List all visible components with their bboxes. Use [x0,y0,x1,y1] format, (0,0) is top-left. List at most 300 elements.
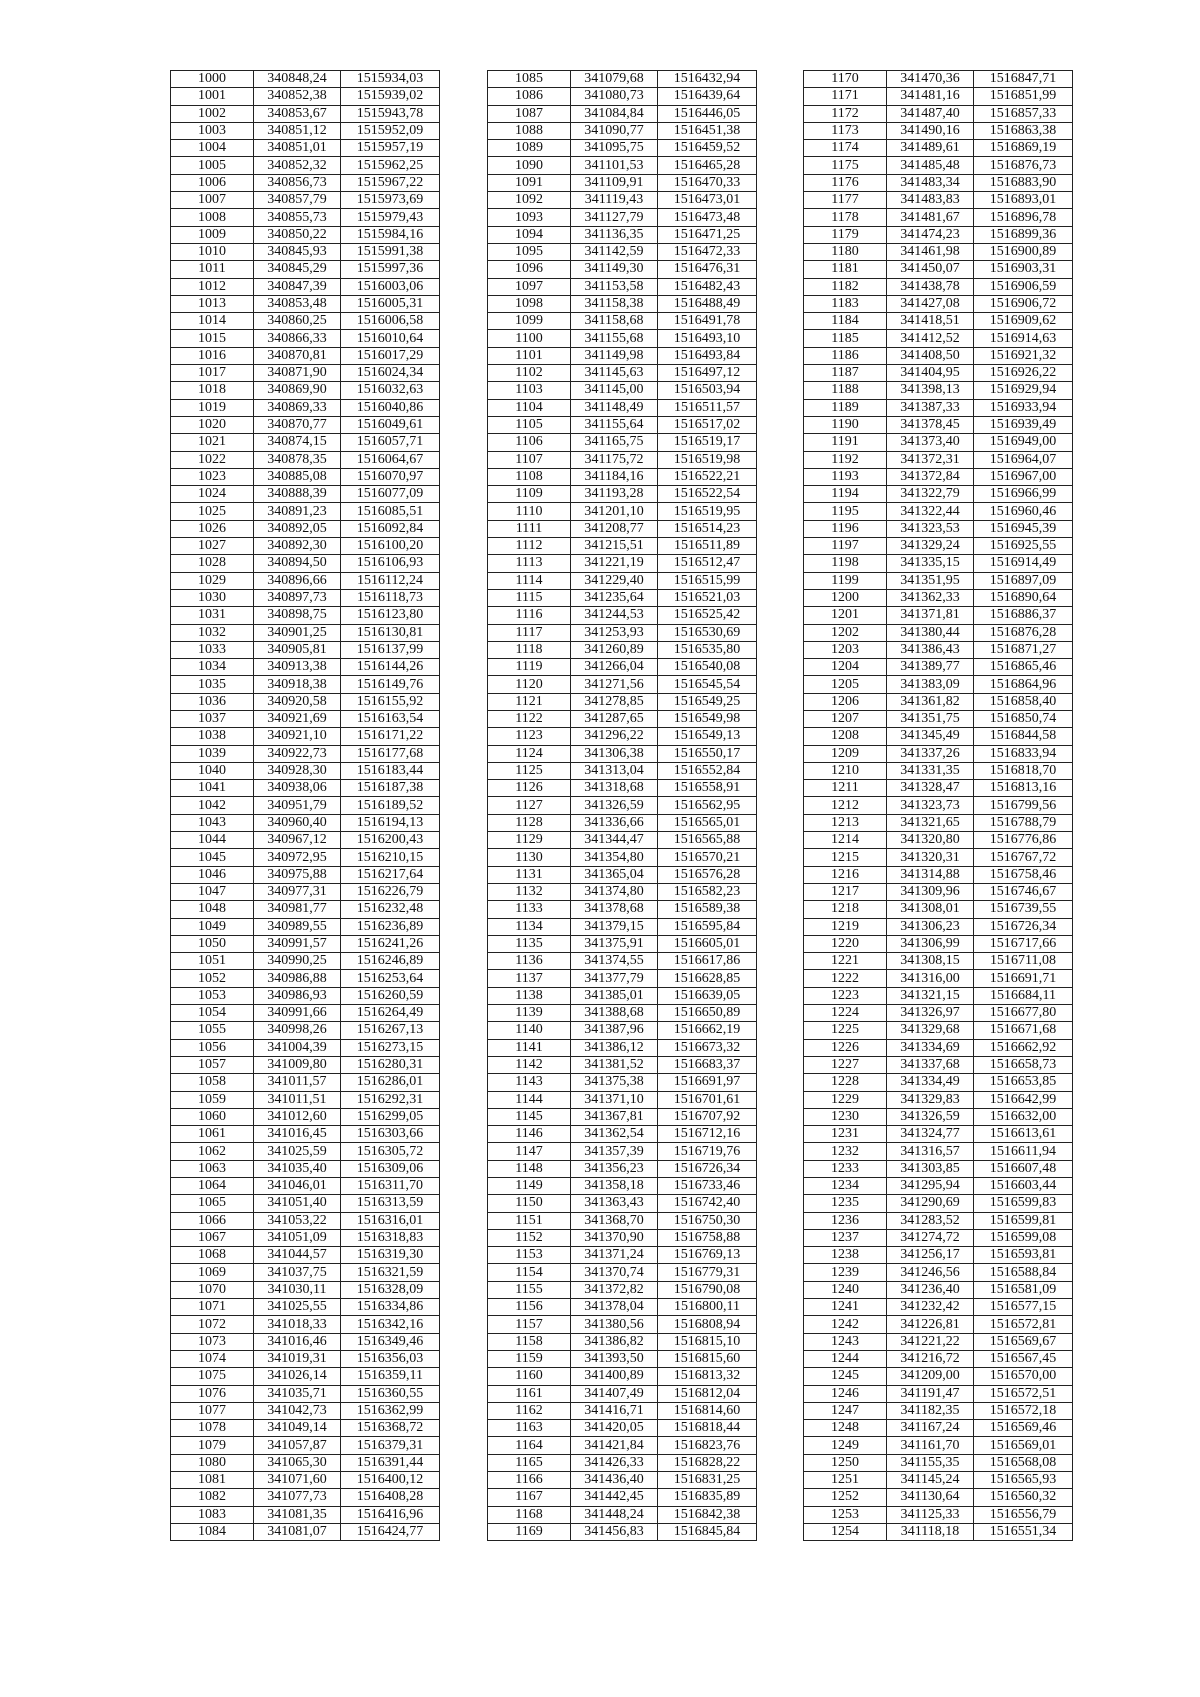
point-number-cell: 1079 [171,1437,254,1454]
y-coordinate-cell: 1516137,99 [341,641,440,658]
x-coordinate-cell: 341011,51 [254,1091,341,1108]
y-coordinate-cell: 1516187,38 [341,780,440,797]
table-row [488,1368,757,1385]
x-coordinate-cell: 341246,56 [887,1264,974,1281]
x-coordinate-cell: 341362,33 [887,589,974,606]
point-number-cell: 1216 [804,866,887,883]
point-number-cell: 1110 [488,503,571,520]
point-number-cell: 1074 [171,1350,254,1367]
table-row [804,1212,1073,1229]
x-coordinate-cell: 341448,24 [571,1506,658,1523]
x-coordinate-cell: 340938,06 [254,780,341,797]
x-coordinate-cell: 341244,53 [571,607,658,624]
table-row [171,1350,440,1367]
table-row [804,1281,1073,1298]
x-coordinate-cell: 341337,68 [887,1056,974,1073]
point-number-cell: 1200 [804,589,887,606]
point-number-cell: 1018 [171,382,254,399]
y-coordinate-cell: 1516049,61 [341,416,440,433]
x-coordinate-cell: 341044,57 [254,1247,341,1264]
x-coordinate-cell: 341042,73 [254,1402,341,1419]
y-coordinate-cell: 1516299,05 [341,1108,440,1125]
table-row [804,762,1073,779]
table-row [488,1178,757,1195]
y-coordinate-cell: 1516576,28 [658,866,757,883]
point-number-cell: 1091 [488,174,571,191]
x-coordinate-cell: 341383,09 [887,676,974,693]
table-row [488,365,757,382]
point-number-cell: 1251 [804,1472,887,1489]
table-row [488,313,757,330]
table-row [804,434,1073,451]
x-coordinate-cell: 340913,38 [254,659,341,676]
y-coordinate-cell: 1516024,34 [341,365,440,382]
point-number-cell: 1188 [804,382,887,399]
table-row [488,624,757,641]
y-coordinate-cell: 1516473,48 [658,209,757,226]
table-row [488,866,757,883]
point-number-cell: 1236 [804,1212,887,1229]
y-coordinate-cell: 1516200,43 [341,832,440,849]
table-row [171,1333,440,1350]
y-coordinate-cell: 1516503,94 [658,382,757,399]
x-coordinate-cell: 341367,81 [571,1108,658,1125]
point-number-cell: 1232 [804,1143,887,1160]
y-coordinate-cell: 1516473,01 [658,192,757,209]
table-row [171,970,440,987]
table-row [804,71,1073,88]
table-row [171,693,440,710]
point-number-cell: 1003 [171,122,254,139]
table-row [488,1350,757,1367]
y-coordinate-cell: 1516750,30 [658,1212,757,1229]
x-coordinate-cell: 341375,91 [571,935,658,952]
y-coordinate-cell: 1516617,86 [658,953,757,970]
table-row [488,1454,757,1471]
y-coordinate-cell: 1516831,25 [658,1472,757,1489]
x-coordinate-cell: 341077,73 [254,1489,341,1506]
y-coordinate-cell: 1516144,26 [341,659,440,676]
table-row [171,347,440,364]
point-number-cell: 1106 [488,434,571,451]
point-number-cell: 1066 [171,1212,254,1229]
x-coordinate-cell: 341316,00 [887,970,974,987]
x-coordinate-cell: 341363,43 [571,1195,658,1212]
point-number-cell: 1174 [804,140,887,157]
y-coordinate-cell: 1516488,49 [658,295,757,312]
point-number-cell: 1109 [488,486,571,503]
y-coordinate-cell: 1516677,80 [974,1005,1073,1022]
table-row [488,572,757,589]
y-coordinate-cell: 1516642,99 [974,1091,1073,1108]
x-coordinate-cell: 341287,65 [571,710,658,727]
y-coordinate-cell: 1516845,84 [658,1523,757,1540]
y-coordinate-cell: 1516470,33 [658,174,757,191]
point-number-cell: 1155 [488,1281,571,1298]
x-coordinate-cell: 341306,99 [887,935,974,952]
x-coordinate-cell: 341345,49 [887,728,974,745]
y-coordinate-cell: 1516482,43 [658,278,757,295]
y-coordinate-cell: 1516163,54 [341,710,440,727]
point-number-cell: 1220 [804,935,887,952]
y-coordinate-cell: 1516077,09 [341,486,440,503]
table-row [804,157,1073,174]
table-row [171,987,440,1004]
point-number-cell: 1169 [488,1523,571,1540]
y-coordinate-cell: 1516556,79 [974,1506,1073,1523]
x-coordinate-cell: 341379,15 [571,918,658,935]
table-row [488,192,757,209]
point-number-cell: 1165 [488,1454,571,1471]
y-coordinate-cell: 1516599,83 [974,1195,1073,1212]
table-row [171,243,440,260]
table-row [804,1074,1073,1091]
x-coordinate-cell: 341320,80 [887,832,974,849]
y-coordinate-cell: 1516876,73 [974,157,1073,174]
x-coordinate-cell: 341283,52 [887,1212,974,1229]
x-coordinate-cell: 341149,98 [571,347,658,364]
y-coordinate-cell: 1516850,74 [974,710,1073,727]
y-coordinate-cell: 1516869,19 [974,140,1073,157]
x-coordinate-cell: 341274,72 [887,1229,974,1246]
point-number-cell: 1023 [171,468,254,485]
table-row [804,313,1073,330]
table-row [488,434,757,451]
y-coordinate-cell: 1516491,78 [658,313,757,330]
y-coordinate-cell: 1516949,00 [974,434,1073,451]
y-coordinate-cell: 1516569,46 [974,1420,1073,1437]
point-number-cell: 1014 [171,313,254,330]
y-coordinate-cell: 1516334,86 [341,1299,440,1316]
y-coordinate-cell: 1516210,15 [341,849,440,866]
y-coordinate-cell: 1516362,99 [341,1402,440,1419]
point-number-cell: 1044 [171,832,254,849]
y-coordinate-cell: 1516522,54 [658,486,757,503]
y-coordinate-cell: 1516886,37 [974,607,1073,624]
point-number-cell: 1185 [804,330,887,347]
y-coordinate-cell: 1516092,84 [341,520,440,537]
table-row [804,935,1073,952]
table-row [804,140,1073,157]
x-coordinate-cell: 341136,35 [571,226,658,243]
point-number-cell: 1128 [488,814,571,831]
x-coordinate-cell: 340866,33 [254,330,341,347]
x-coordinate-cell: 341322,79 [887,486,974,503]
x-coordinate-cell: 341380,44 [887,624,974,641]
table-row [488,797,757,814]
x-coordinate-cell: 341407,49 [571,1385,658,1402]
y-coordinate-cell: 1516189,52 [341,797,440,814]
x-coordinate-cell: 341209,00 [887,1368,974,1385]
x-coordinate-cell: 341318,68 [571,780,658,797]
point-number-cell: 1207 [804,710,887,727]
point-number-cell: 1209 [804,745,887,762]
point-number-cell: 1192 [804,451,887,468]
point-number-cell: 1008 [171,209,254,226]
x-coordinate-cell: 340905,81 [254,641,341,658]
y-coordinate-cell: 1516717,66 [974,935,1073,952]
point-number-cell: 1223 [804,987,887,1004]
point-number-cell: 1162 [488,1402,571,1419]
point-number-cell: 1115 [488,589,571,606]
y-coordinate-cell: 1516521,03 [658,589,757,606]
table-row [488,728,757,745]
point-number-cell: 1124 [488,745,571,762]
point-number-cell: 1013 [171,295,254,312]
y-coordinate-cell: 1516813,16 [974,780,1073,797]
point-number-cell: 1152 [488,1229,571,1246]
point-number-cell: 1130 [488,849,571,866]
table-row [804,659,1073,676]
y-coordinate-cell: 1516064,67 [341,451,440,468]
point-number-cell: 1204 [804,659,887,676]
table-row [171,762,440,779]
y-coordinate-cell: 1516549,98 [658,710,757,727]
table-row [804,451,1073,468]
point-number-cell: 1210 [804,762,887,779]
table-row [488,849,757,866]
table-row [804,382,1073,399]
point-number-cell: 1068 [171,1247,254,1264]
table-row [488,1489,757,1506]
y-coordinate-cell: 1516549,25 [658,693,757,710]
table-row [488,883,757,900]
y-coordinate-cell: 1516758,88 [658,1229,757,1246]
y-coordinate-cell: 1516611,94 [974,1143,1073,1160]
y-coordinate-cell: 1516613,61 [974,1126,1073,1143]
table-row [171,1212,440,1229]
x-coordinate-cell: 341331,35 [887,762,974,779]
y-coordinate-cell: 1516439,64 [658,88,757,105]
table-row [804,347,1073,364]
table-row [488,1005,757,1022]
point-number-cell: 1234 [804,1178,887,1195]
x-coordinate-cell: 341481,67 [887,209,974,226]
point-number-cell: 1060 [171,1108,254,1125]
y-coordinate-cell: 1516733,46 [658,1178,757,1195]
y-coordinate-cell: 1515979,43 [341,209,440,226]
table-row [488,1523,757,1540]
y-coordinate-cell: 1516568,08 [974,1454,1073,1471]
table-row [488,935,757,952]
table-row [171,520,440,537]
y-coordinate-cell: 1516767,72 [974,849,1073,866]
y-coordinate-cell: 1516570,21 [658,849,757,866]
table-row [804,1229,1073,1246]
x-coordinate-cell: 341335,15 [887,555,974,572]
x-coordinate-cell: 341232,42 [887,1299,974,1316]
table-row [804,538,1073,555]
table-row [488,1160,757,1177]
table-row [804,1108,1073,1125]
table-row [488,607,757,624]
x-coordinate-cell: 340852,38 [254,88,341,105]
table-row [171,659,440,676]
point-number-cell: 1004 [171,140,254,157]
x-coordinate-cell: 340856,73 [254,174,341,191]
table-row [804,624,1073,641]
point-number-cell: 1036 [171,693,254,710]
x-coordinate-cell: 341296,22 [571,728,658,745]
table-row [171,122,440,139]
y-coordinate-cell: 1516003,06 [341,278,440,295]
table-row [488,209,757,226]
y-coordinate-cell: 1516493,84 [658,347,757,364]
table-row [171,935,440,952]
x-coordinate-cell: 340975,88 [254,866,341,883]
table-row [804,1091,1073,1108]
point-number-cell: 1160 [488,1368,571,1385]
y-coordinate-cell: 1516835,89 [658,1489,757,1506]
x-coordinate-cell: 341266,04 [571,659,658,676]
table-row [171,1091,440,1108]
point-number-cell: 1153 [488,1247,571,1264]
x-coordinate-cell: 341009,80 [254,1056,341,1073]
x-coordinate-cell: 341182,35 [887,1402,974,1419]
x-coordinate-cell: 340885,08 [254,468,341,485]
point-number-cell: 1025 [171,503,254,520]
table-row [171,849,440,866]
point-number-cell: 1252 [804,1489,887,1506]
table-row [171,1022,440,1039]
point-number-cell: 1242 [804,1316,887,1333]
table-row [804,797,1073,814]
table-row [804,278,1073,295]
point-number-cell: 1083 [171,1506,254,1523]
point-number-cell: 1239 [804,1264,887,1281]
point-number-cell: 1149 [488,1178,571,1195]
y-coordinate-cell: 1516570,00 [974,1368,1073,1385]
y-coordinate-cell: 1516581,09 [974,1281,1073,1298]
x-coordinate-cell: 341306,38 [571,745,658,762]
y-coordinate-cell: 1516964,07 [974,451,1073,468]
x-coordinate-cell: 341221,19 [571,555,658,572]
table-row [804,728,1073,745]
table-row [488,1247,757,1264]
point-number-cell: 1254 [804,1523,887,1540]
point-number-cell: 1221 [804,953,887,970]
x-coordinate-cell: 341081,35 [254,1506,341,1523]
y-coordinate-cell: 1516511,57 [658,399,757,416]
table-row [488,762,757,779]
x-coordinate-cell: 341316,57 [887,1143,974,1160]
point-number-cell: 1168 [488,1506,571,1523]
table-row [804,780,1073,797]
point-number-cell: 1196 [804,520,887,537]
point-number-cell: 1144 [488,1091,571,1108]
x-coordinate-cell: 340892,30 [254,538,341,555]
x-coordinate-cell: 341306,23 [887,918,974,935]
point-number-cell: 1046 [171,866,254,883]
x-coordinate-cell: 340851,12 [254,122,341,139]
y-coordinate-cell: 1516929,94 [974,382,1073,399]
x-coordinate-cell: 341370,90 [571,1229,658,1246]
point-number-cell: 1240 [804,1281,887,1298]
point-number-cell: 1244 [804,1350,887,1367]
y-coordinate-cell: 1516858,40 [974,693,1073,710]
x-coordinate-cell: 341053,22 [254,1212,341,1229]
point-number-cell: 1141 [488,1039,571,1056]
y-coordinate-cell: 1516847,71 [974,71,1073,88]
x-coordinate-cell: 341426,33 [571,1454,658,1471]
point-number-cell: 1053 [171,987,254,1004]
point-number-cell: 1173 [804,122,887,139]
table-row [171,1056,440,1073]
table-row [488,503,757,520]
y-coordinate-cell: 1516628,85 [658,970,757,987]
y-coordinate-cell: 1516497,12 [658,365,757,382]
x-coordinate-cell: 341125,33 [887,1506,974,1523]
point-number-cell: 1202 [804,624,887,641]
y-coordinate-cell: 1516321,59 [341,1264,440,1281]
y-coordinate-cell: 1516545,54 [658,676,757,693]
point-number-cell: 1151 [488,1212,571,1229]
x-coordinate-cell: 341295,94 [887,1178,974,1195]
table-row [804,1056,1073,1073]
point-number-cell: 1052 [171,970,254,987]
table-row [804,1350,1073,1367]
x-coordinate-cell: 341321,15 [887,987,974,1004]
x-coordinate-cell: 341358,18 [571,1178,658,1195]
y-coordinate-cell: 1516865,46 [974,659,1073,676]
y-coordinate-cell: 1516241,26 [341,935,440,952]
point-number-cell: 1246 [804,1385,887,1402]
y-coordinate-cell: 1516519,17 [658,434,757,451]
x-coordinate-cell: 341334,69 [887,1039,974,1056]
point-number-cell: 1158 [488,1333,571,1350]
y-coordinate-cell: 1516684,11 [974,987,1073,1004]
y-coordinate-cell: 1516893,01 [974,192,1073,209]
point-number-cell: 1071 [171,1299,254,1316]
x-coordinate-cell: 341412,52 [887,330,974,347]
point-number-cell: 1037 [171,710,254,727]
point-number-cell: 1033 [171,641,254,658]
x-coordinate-cell: 340845,93 [254,243,341,260]
x-coordinate-cell: 340853,67 [254,105,341,122]
y-coordinate-cell: 1516017,29 [341,347,440,364]
point-number-cell: 1000 [171,71,254,88]
y-coordinate-cell: 1516599,08 [974,1229,1073,1246]
y-coordinate-cell: 1516379,31 [341,1437,440,1454]
y-coordinate-cell: 1516572,51 [974,1385,1073,1402]
point-number-cell: 1059 [171,1091,254,1108]
x-coordinate-cell: 341361,82 [887,693,974,710]
point-number-cell: 1067 [171,1229,254,1246]
x-coordinate-cell: 341356,23 [571,1160,658,1177]
table-row [488,399,757,416]
point-number-cell: 1171 [804,88,887,105]
point-number-cell: 1064 [171,1178,254,1195]
table-row [804,243,1073,260]
y-coordinate-cell: 1516359,11 [341,1368,440,1385]
y-coordinate-cell: 1516123,80 [341,607,440,624]
point-number-cell: 1133 [488,901,571,918]
y-coordinate-cell: 1516569,67 [974,1333,1073,1350]
table-row [488,140,757,157]
x-coordinate-cell: 340855,73 [254,209,341,226]
table-row [488,1229,757,1246]
x-coordinate-cell: 341357,39 [571,1143,658,1160]
point-number-cell: 1117 [488,624,571,641]
point-number-cell: 1027 [171,538,254,555]
y-coordinate-cell: 1516742,40 [658,1195,757,1212]
point-number-cell: 1035 [171,676,254,693]
table-row [171,538,440,555]
point-number-cell: 1225 [804,1022,887,1039]
x-coordinate-cell: 341386,43 [887,641,974,658]
x-coordinate-cell: 341309,96 [887,883,974,900]
table-row [804,399,1073,416]
